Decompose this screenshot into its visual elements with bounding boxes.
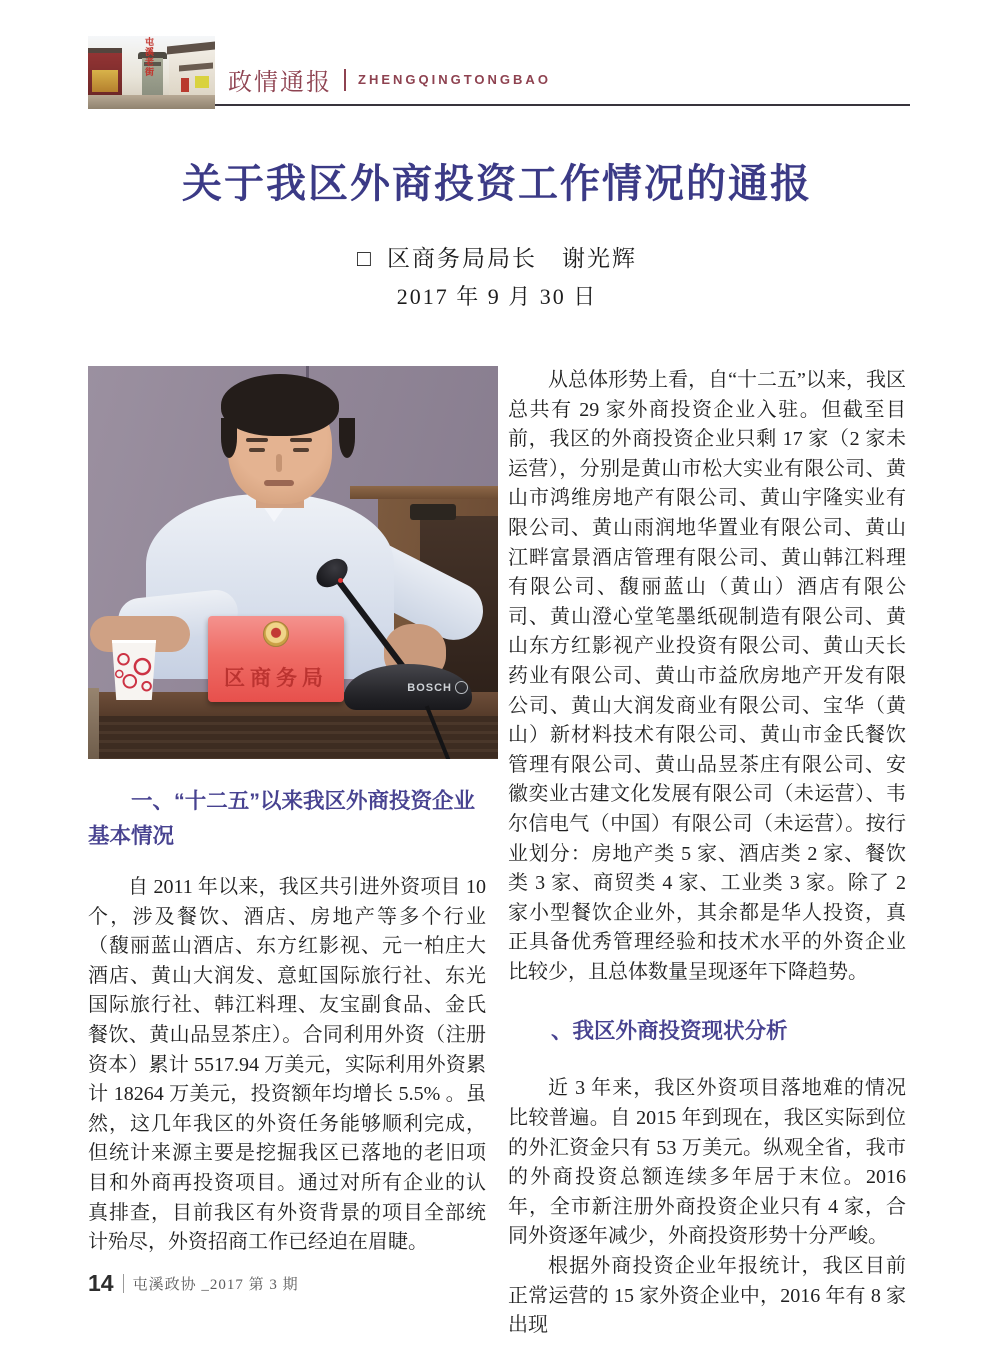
byline-text: 区商务局局长 谢光辉 [386,246,637,271]
photo-eyebrow-left [246,438,268,442]
analysis-paragraph-2: 根据外商投资企业年报统计，我区目前正常运营的 15 家外资企业中，2016 年有 8 家出现 [508,1255,906,1337]
section-1-paragraph: 自 2011 年以来，我区共引进外资项目 10 个，涉及餐饮、酒店、房地产等多个行业（馥丽蓝山酒店、东方红影视、元一柏庄大酒店、黄山大润发、意虹国际旅行社、东光国际旅行社、韩江料理、友宝副食品、金氏餐饮、黄山品昱茶庄）。合同利用外资（注册资本）累计 5517.94 万美元，实际利用外资累计 18264 万美元，投资额年均增长 5.5% 。虽然，这几年我区的外资任务能够顺利完成，但统计来源主要是挖掘我区已落地的老旧项目和外商再投资项目。通过对所有企业的认真排查，目前我区有外资背景的项目全部统计殆尽，外资招商工作已经迫在眉睫。 [88,876,486,1254]
banner-street [88,95,215,109]
photo-eyebrow-right [290,438,312,442]
overview-paragraph: 从总体形势上看，自“十二五”以来，我区总共有 29 家外商投资企业入驻。但截至目前，我区的外商投资企业只剩 17 家（2 家未运营），分别是黄山市松大实业有限公司、黄山市鸿维房地产有限公司、黄山宇隆实业有限公司、黄山雨润地华置业有限公司、黄山江畔富景酒店管理有限公司、黄山韩江料理有限公司、馥丽蓝山（黄山）酒店有限公司、黄山澄心堂笔墨纸砚制造有限公司、黄山东方红影视产业投资有限公司、黄山天长药业有限公司、黄山市益欣房地产开发有限公司、黄山大润发商业有限公司、宝华（黄山）新材料技术有限公司、黄山市金氏餐饮管理有限公司、黄山品昱茶庄有限公司、安徽奕业古建文化发展有限公司（未运营）、韦尔信电气（中国）有限公司（未运营）。按行业划分：房地产类 5 家、酒店类 2 家、餐饮类 3 家、商贸类 4 家、工业类 3 家。除了 2 家小型餐饮企业外，其余都是华人投资，真正具备优秀管理经验和技术水平的外资企业比较少，且总体数量呈现逐年下降趋势。 [508,369,906,983]
section-header [228,62,551,97]
page-footer [88,1270,299,1297]
section-2-heading: 、我区外商投资现状分析 [551,1019,788,1044]
byline-square-marker: □ [357,246,373,271]
footer-divider [123,1274,124,1293]
photo-nose [276,454,282,472]
analysis-paragraph-1: 近 3 年来，我区外资项目落地难的情况比较普遍。自 2015 年到现在，我区实际到位的外汇资金只有 53 万美元。纵观全省，我市的外商投资总额连续多年居于末位。2016 年，全市新注册外商投资企业只有 4 家，合同外资逐年减少，外商投资形势十分严峻。 [508,1077,906,1248]
photo-eye-left [249,448,265,452]
bosch-logo-icon [455,681,468,694]
banner-caption: 屯溪老街 [144,37,154,77]
photo-eye-right [293,448,309,452]
photo-cabinet-ledge [350,486,498,499]
left-column [88,784,486,1258]
section-title: 政情通报 [228,70,332,96]
banner-shopfront [92,70,118,92]
photo-paper-cup [110,640,158,700]
microphone-brand-label: BOSCH [407,682,452,694]
placard-label: 区商务局 [224,666,328,690]
cppcc-emblem-icon [263,621,289,647]
right-column [508,366,906,1341]
banner-awning [195,76,209,88]
journal-issue-label: 屯溪政协 _2017 第 3 期 [132,1277,299,1293]
page-number: 14 [88,1270,114,1296]
speaker-photo [88,366,498,759]
photo-hair [221,374,339,436]
section-1-heading: 一、“十二五”以来我区外商投资企业基本情况 [88,789,476,848]
photo-cabinet-item [410,504,456,520]
street-banner-image [88,36,215,109]
banner-lantern [181,78,189,92]
header-rule [215,104,910,106]
section-divider [344,69,346,91]
article-title: 关于我区外商投资工作情况的通报 [182,162,812,206]
article-date: 2017 年 9 月 30 日 [396,284,598,309]
photo-name-placard [208,616,344,702]
photo-hair-sideburn-left [221,418,237,458]
section-subtitle: ZHENGQINGTONGBAO [358,72,551,87]
photo-mouth [264,480,294,486]
photo-cup-pattern [113,647,155,696]
byline [88,240,906,273]
photo-hair-sideburn-right [339,418,355,458]
microphone-led [338,578,343,583]
photo-desk-corner [88,688,99,759]
